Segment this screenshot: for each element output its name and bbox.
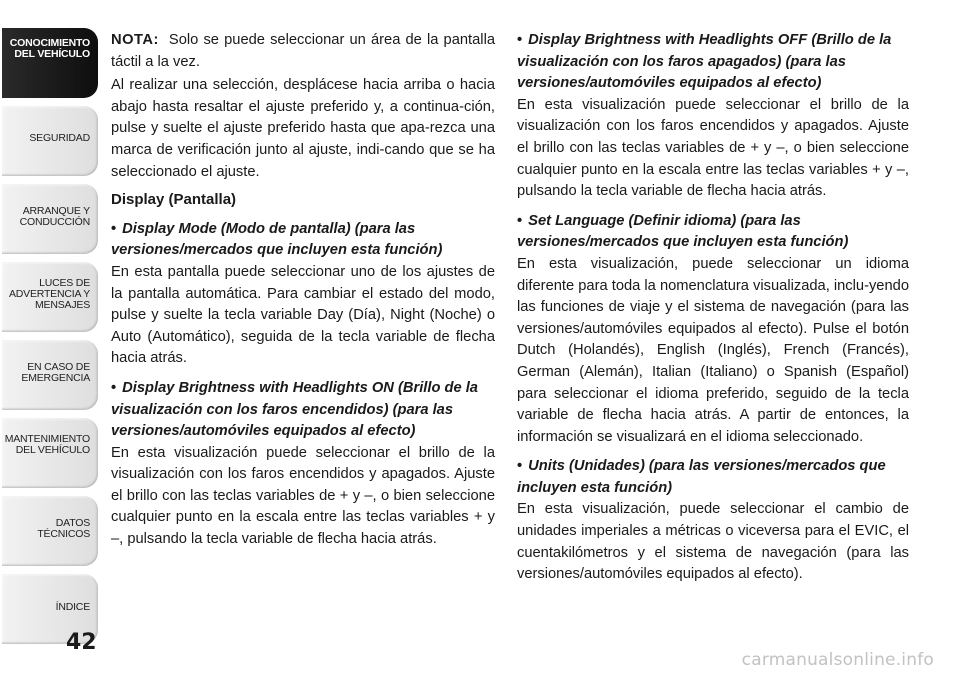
item-heading: [517, 456, 909, 499]
note-label: NOTA:: [111, 32, 159, 48]
note-paragraph: [111, 30, 495, 73]
item-heading-text: Display Brightness with Headlights ON (Brillo de la visualización con los faros encendidos) (para las versiones/automóviles equipados al efecto): [111, 379, 478, 440]
item-body: En esta pantalla puede seleccionar uno de los ajustes de la pantalla automática. Para cambiar el estado del modo, pulse y suelte la tecla variable Day (Día), Night (Noche) o Auto (Automático), seguida de la tecla variable de flecha hacia atrás.: [111, 263, 495, 367]
tab-label: LUCES DE ADVERTENCIA Y MENSAJES: [8, 277, 90, 311]
tab-seguridad[interactable]: [2, 106, 98, 176]
watermark: carmanualsonline.info: [741, 650, 934, 670]
item-heading-text: Set Language (Definir idioma) (para las versiones/mercados que incluyen esta función): [517, 212, 849, 251]
tab-mantenimiento-del-vehiculo[interactable]: [2, 418, 98, 488]
bullet: •: [111, 220, 117, 237]
tab-conocimiento-del-vehiculo[interactable]: [2, 28, 98, 98]
item-heading-text: Display Brightness with Headlights OFF (Brillo de la visualización con los faros apagados) (para las versiones/automóviles equipados al efecto): [517, 32, 892, 92]
tab-label: CONOCIMIENTO DEL VEHÍCULO: [9, 37, 90, 60]
item-body: En esta visualización, puede seleccionar el cambio de unidades imperiales a métricas o viceversa para el EVIC, el cuentakilómetros y el sistema de navegación (para las versiones/automóviles equipados al efecto).: [517, 501, 909, 583]
item-body: En esta visualización puede seleccionar el brillo de la visualización con los faros encendidos y apagados. Ajuste el brillo con las teclas variables de + y –, o bien seleccione cualquier punto en la escala entre las teclas variables + y –, pulsando la tecla variable de flecha hacia atrás.: [517, 96, 909, 200]
bullet: •: [517, 458, 523, 475]
tab-label: ÍNDICE: [55, 601, 90, 613]
item-heading: [517, 211, 909, 254]
tab-label: EN CASO DE EMERGENCIA: [21, 361, 90, 384]
item-heading-text: Display Mode (Modo de pantalla) (para las versiones/mercados que incluyen esta función): [111, 220, 443, 259]
item-heading: [111, 219, 495, 262]
note-text: Solo se puede seleccionar un área de la pantalla táctil a la vez.: [111, 32, 495, 70]
bullet: •: [517, 32, 523, 48]
section-heading: Display (Pantalla): [111, 191, 237, 209]
tab-datos-tecnicos[interactable]: [2, 496, 98, 566]
tab-label: MANTENIMIENTO DEL VEHÍCULO: [4, 433, 90, 456]
item-body: En esta visualización puede seleccionar el brillo de la visualización con los faros encendidos y apagados. Ajuste el brillo con las teclas variables de + y –, o bien seleccione cualquier punto en la escala entre las teclas variables + y –, pulsando la tecla variable de flecha hacia atrás.: [111, 444, 495, 548]
intro-paragraph: Al realizar una selección, desplácese hacia arriba o hacia abajo hasta resaltar el ajuste preferido y, a continua-ción, pulse y suelte el ajuste preferido hasta que apa-rezca una marca de verificación junto al ajuste, indi-cando que se ha seleccionado el ajuste.: [111, 77, 495, 180]
bullet: •: [111, 379, 117, 396]
tab-label: SEGURIDAD: [29, 132, 90, 144]
tab-label: DATOS TÉCNICOS: [37, 517, 90, 540]
tab-luces-de-advertencia[interactable]: [2, 262, 98, 332]
item-body: En esta visualización, puede seleccionar un idioma diferente para toda la nomenclatura visualizada, inclu-yendo las funciones de viaje y el sistema de navegación (para las versiones/automóviles equipados al efecto). Pulse el botón Dutch (Holandés), English (Inglés), French (Francés), German (Alemán), Italian (Italiano) o Spanish (Español) para seleccionar el idioma preferido, seguido de la tecla variable de flecha hacia atrás. A partir de entonces, la información se visualizará en el idioma seleccionado.: [517, 255, 909, 445]
item-heading: [517, 30, 909, 95]
page-number: 42: [66, 630, 97, 655]
tab-en-caso-de-emergencia[interactable]: [2, 340, 98, 410]
item-heading: [111, 378, 495, 443]
tab-arranque-y-conduccion[interactable]: [2, 184, 98, 254]
right-column: [517, 30, 909, 594]
left-column: [111, 30, 495, 559]
item-heading-text: Units (Unidades) (para las versiones/mercados que incluyen esta función): [517, 458, 886, 496]
tab-label: ARRANQUE Y CONDUCCIÓN: [19, 205, 90, 228]
bullet: •: [517, 212, 523, 229]
